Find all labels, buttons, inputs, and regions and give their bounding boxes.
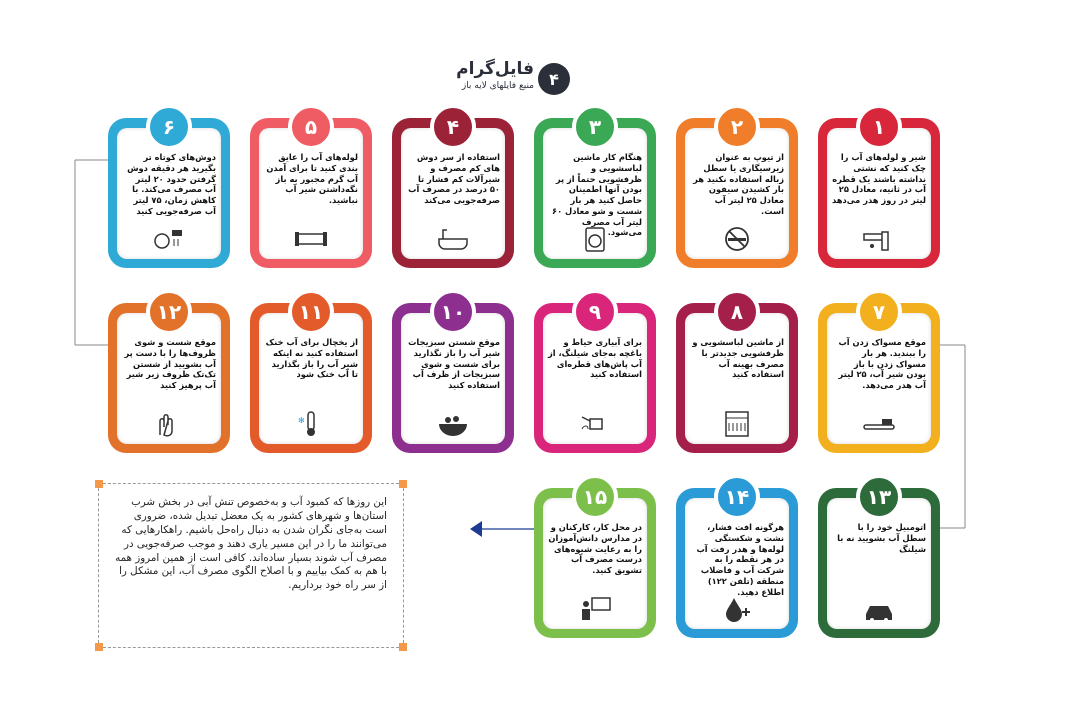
thermometer-icon: [294, 411, 328, 437]
tip-card-5: [250, 115, 372, 268]
presentation-icon: [578, 596, 612, 622]
pipe-icon: [294, 226, 328, 252]
tip-card-3: [534, 115, 656, 268]
header: [420, 55, 580, 103]
step-number: ۴: [430, 104, 476, 150]
step-number: ۱: [856, 104, 902, 150]
tip-card-10: [392, 300, 514, 453]
step-number: ۸: [714, 289, 760, 335]
step-number: ۲: [714, 104, 760, 150]
tip-text: دوش‌های کوتاه تر بگیرید هر دقیقه دوش گرفتن حدود ۲۰ لیتر آب مصرف می‌کند. با کاهش زمان، ۷۵ لیتر آب صرفه‌جویی کنید: [127, 152, 216, 216]
tip-card-7: [818, 300, 940, 453]
step-number: ۱۲: [146, 289, 192, 335]
tip-text: موقع شست و شوی ظروف‌ها را با دست پر آب بشویید از شستن تک‌تک ظروف زیر شیر آب پرهیز کنید: [124, 337, 216, 391]
tip-card-8: [676, 300, 798, 453]
no-smoking-icon: [720, 226, 754, 252]
bathtub-icon: [436, 226, 470, 252]
tip-text: اتومبیل خود را با سطل آب بشویید نه با شیلنگ: [837, 522, 926, 554]
leaking-pipe-icon: [862, 226, 896, 252]
tip-text: موقع مسواک زدن آب را ببندید. هر بار مسواک زدن با باز بودن شیر آب، ۲۵ لیتر آب هدر می‌دهد.: [838, 337, 926, 391]
brand-title: فایل‌گرام: [456, 59, 534, 79]
tip-text: در محل کار، کارکنان و در مدارس دانش‌آموزان را به رعایت شیوه‌های درست مصرف آب تشویق کنید.: [548, 522, 642, 576]
tip-text: از ماشین لباسشویی و ظرفشویی جدیدتر با مصرف بهینه آب استفاده کنید: [692, 337, 784, 380]
tip-text: استفاده از سر دوش های کم مصرف و شیرآلات کم فشار تا ۵۰ درصد در مصرف آب صرفه‌جویی می‌کند: [408, 152, 500, 206]
description-text: این روزها که کمبود آب و به‌خصوص تنش آبی در بخش شرب استان‌ها و شهرهای کشور به یک معضل تبدیل شده، ضروری است به‌جای نگران شدن به دنبال راه‌حل باشیم. راهکارهایی که می‌توانند ما را در این مسیر یاری دهند و موجب صرفه‌جویی در مصرف آب شوند بسیار ساده‌اند. کافی است از همین امروز همه با هم به کمک بیاییم و با اصلاح الگوی مصرف آب، این مشکل را از سر راه خود برداریم.: [115, 496, 387, 592]
tip-text: از تیوپ به عنوان زیرسیگاری یا سطل زباله استفاده نکنید هر بار کشیدن سیفون معادل ۲۵ لیتر آب است.: [693, 152, 784, 216]
dishwasher-icon: [720, 411, 754, 437]
step-number: ۱۱: [288, 289, 334, 335]
watering-can-icon: [578, 411, 612, 437]
step-number: ۱۳: [856, 474, 902, 520]
step-number: ۱۴: [714, 474, 760, 520]
tip-card-13: [818, 485, 940, 638]
step-number: ۵: [288, 104, 334, 150]
step-number: ۱۵: [572, 474, 618, 520]
brand-subtitle: منبع فایلهای لایه باز: [461, 81, 534, 91]
vegetable-bowl-icon: [436, 411, 470, 437]
toothbrush-icon: [862, 411, 896, 437]
tip-card-14: [676, 485, 798, 638]
tip-card-1: [818, 115, 940, 268]
logo-icon: ۴: [538, 63, 570, 95]
tip-text: لوله‌های آب را عایق بندی کنید تا برای آمدن آب گرم مجبور به باز نگه‌داشتن شیر آب نباشید.: [266, 152, 358, 206]
car-wash-icon: [862, 596, 896, 622]
tip-card-15: [534, 485, 656, 638]
washing-machine-icon: [578, 226, 612, 252]
tip-card-6: [108, 115, 230, 268]
tip-text: موقع شستن سبزیجات شیر آب را باز نگذارید برای شست و شوی سبزیجات از ظرف آب استفاده کنید: [408, 337, 500, 391]
description-box: [98, 483, 404, 648]
tip-text: از یخچال برای آب خنک استفاده کنید نه اینکه شیر آب را باز بگذارید تا آب خنک شود: [265, 337, 358, 380]
tip-text: شیر و لوله‌های آب را چک کنید که نشتی نداشته باشند یک قطره آب در ثانیه، معادل ۲۵ لیتر در روز هدر می‌دهد: [831, 152, 926, 206]
step-number: ۷: [856, 289, 902, 335]
step-number: ۹: [572, 289, 618, 335]
tip-text: هنگام کار ماشین لباسشویی و ظرفشویی حتماً از پر بودن آنها اطمینان حاصل کنید هر بار شست و شو معادل ۶۰ لیتر آب مصرف می‌شود.: [552, 152, 642, 238]
tip-text: هرگونه افت فشار، نشت و شکستگی لوله‌ها و هدر رفت آب در هر نقطه را به شرکت آب و فاضلاب منطقه (تلفن ۱۲۲) اطلاع دهید.: [696, 522, 784, 597]
step-number: ۱۰: [430, 289, 476, 335]
step-number: ۳: [572, 104, 618, 150]
tip-card-4: [392, 115, 514, 268]
shower-timer-icon: [152, 226, 186, 252]
tip-card-2: [676, 115, 798, 268]
water-drop-plus-icon: [720, 596, 754, 622]
arrow-icon: [470, 521, 482, 537]
hand-washing-icon: [152, 411, 186, 437]
step-number: ۶: [146, 104, 192, 150]
svg-text:✻: ✻: [298, 416, 305, 425]
tip-text: برای آبیاری حیاط و باغچه به‌جای شیلنگ، از آب پاش‌های قطره‌ای استفاده کنید: [547, 337, 642, 380]
tip-card-11: [250, 300, 372, 453]
tip-card-9: [534, 300, 656, 453]
tip-card-12: [108, 300, 230, 453]
